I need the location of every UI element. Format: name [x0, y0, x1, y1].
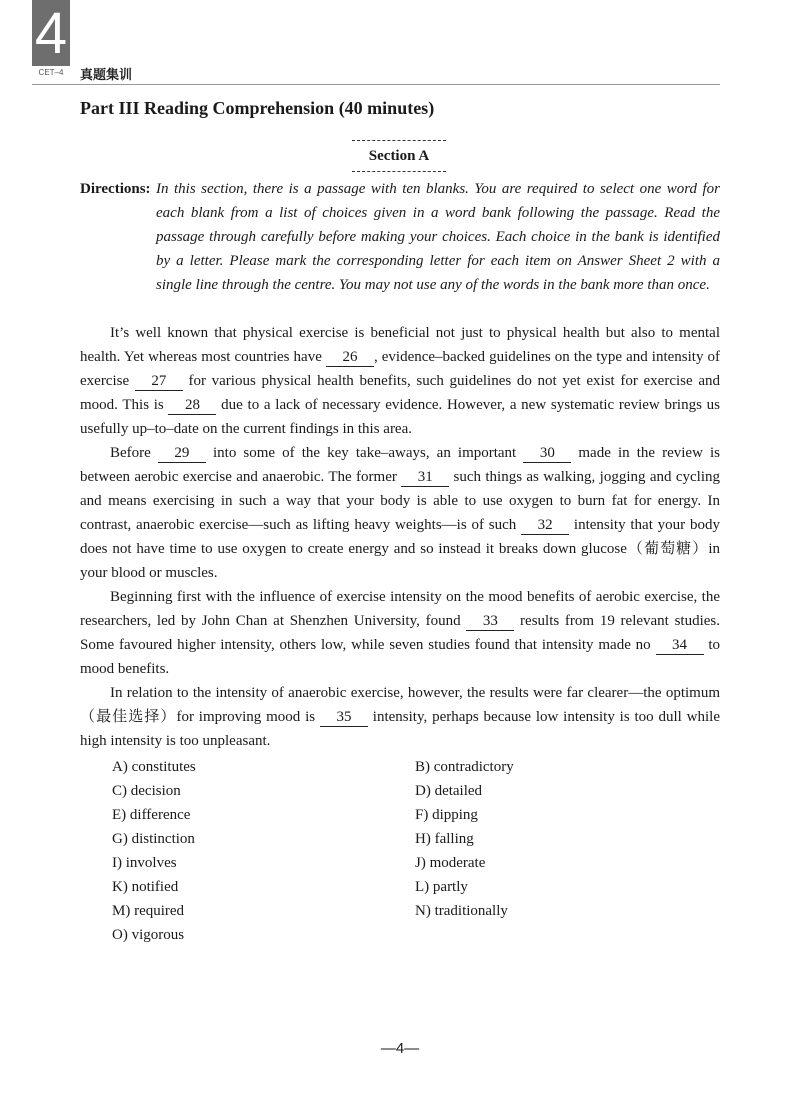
word-bank-option: O) vigorous: [112, 927, 185, 943]
passage: [80, 321, 720, 753]
paragraph-3: Beginning first with the influence of exercise intensity on the mood benefits of aerobic exercise, the researchers, led by John Chan at Shenzhen University, found 33 results from 19 relevant studies. Some favoured higher intensity, others low, while seven studies found that intensity made no 34 to mood benefits.: [80, 589, 720, 677]
word-bank-option: E) difference: [112, 807, 191, 823]
paragraph-4: In relation to the intensity of anaerobic exercise, however, the results were far clearer—the optimum（最佳选择）for improving mood is 35 intensity, perhaps because low intensity is too dull while high intensity is too unpleasant.: [80, 685, 720, 749]
blank-29: 29: [158, 444, 206, 463]
word-bank-option: G) distinction: [112, 831, 195, 847]
word-bank-option: C) decision: [112, 783, 181, 799]
directions-label: Directions:: [80, 181, 151, 197]
blank-35: 35: [320, 708, 368, 727]
paragraph-1: It’s well known that physical exercise is beneficial not just to physical health but also to mental health. Yet whereas most countries have 26 , evidence–backed guidelines on the type and intensity of exercise 27 for various physical health benefits, such guidelines do not yet exist for exercise and mood. This is 28 due to a lack of necessary evidence. However, a new systematic review brings us usefully up–to–date on the current findings in this area.: [80, 325, 721, 437]
blank-32: 32: [521, 516, 569, 535]
word-bank-option: L) partly: [415, 879, 468, 895]
chapter-sublabel: CET–4: [38, 68, 64, 77]
blank-28: 28: [168, 396, 216, 415]
blank-33: 33: [466, 612, 514, 631]
word-bank-option: F) dipping: [415, 807, 478, 823]
word-bank-option: B) contradictory: [415, 759, 514, 775]
word-bank-option: H) falling: [415, 831, 474, 847]
word-bank-option: K) notified: [112, 879, 179, 895]
blank-34: 34: [656, 636, 704, 655]
word-bank: [112, 755, 672, 947]
blank-30: 30: [523, 444, 571, 463]
blank-26: 26: [326, 348, 374, 367]
word-bank-option: A) constitutes: [112, 759, 196, 775]
directions-text: In this section, there is a passage with ten blanks. You are required to select one word for each blank from a list of choices given in a word bank following the passage. Read the passage through carefully before making your choices. Each choice in the bank is identified by a letter. Please mark the corresponding letter for each item on Answer Sheet 2 with a single line through the centre. You may not use any of the words in the bank more than once.: [156, 181, 720, 293]
word-bank-option: M) required: [112, 903, 185, 919]
word-bank-option: J) moderate: [415, 855, 486, 871]
paragraph-2: Before 29 into some of the key take–aways, an important 30 made in the review is between aerobic exercise and anaerobic. The former 31 such things as walking, jogging and cycling and means exercising in such a way that your body is able to use oxygen to burn fat for energy. In contrast, anaerobic exercise—such as lifting heavy weights—is of such 32 intensity that your body does not have time to use oxygen to create energy and so instead it breaks down glucose（葡萄糖）in your blood or muscles.: [80, 445, 721, 581]
header-divider: [32, 84, 720, 85]
header-label: 真题集训: [80, 68, 133, 83]
word-bank-option: D) detailed: [415, 783, 483, 799]
part-title: Part III Reading Comprehension (40 minutes): [80, 98, 435, 118]
word-bank-option: I) involves: [112, 855, 177, 871]
word-bank-option: N) traditionally: [415, 903, 508, 919]
page-number: —4—: [380, 1040, 420, 1057]
blank-31: 31: [401, 468, 449, 487]
section-title: Section A: [352, 140, 446, 172]
chapter-number: 4: [34, 1, 68, 66]
directions: [80, 177, 720, 297]
blank-27: 27: [135, 372, 183, 391]
